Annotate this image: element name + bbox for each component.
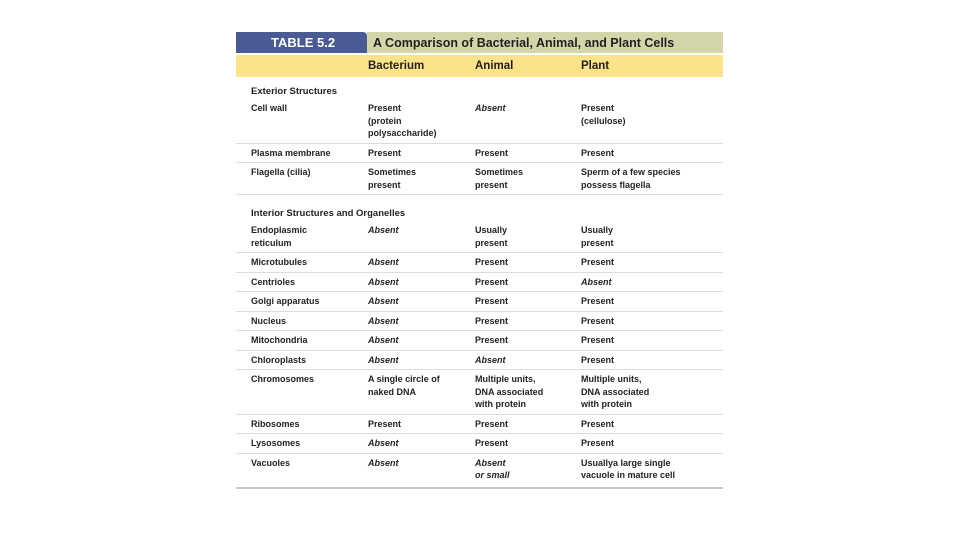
table-row — [236, 312, 723, 332]
animal-cell: Present — [475, 257, 509, 267]
table-caption: A Comparison of Bacterial, Animal, and Plant Cells — [367, 32, 723, 53]
bacterium-cell: Absent — [368, 257, 399, 267]
bacterium-cell: Absent — [368, 457, 399, 468]
table-row — [236, 434, 723, 454]
plant-cell: Present — [581, 354, 615, 365]
table-row — [236, 292, 723, 312]
structure-cell: Vacuoles — [251, 457, 291, 468]
animal-cell: Usually present — [475, 225, 508, 248]
table-row — [236, 331, 723, 351]
bottom-rule — [236, 487, 723, 489]
table-row — [236, 415, 723, 435]
animal-cell: Present — [475, 147, 509, 158]
table-row — [236, 351, 723, 371]
bacterium-cell: Absent — [368, 354, 399, 365]
structure-cell: Cell wall — [251, 103, 288, 113]
structure-cell: Endoplasmic reticulum — [251, 225, 308, 248]
structure-cell: Centrioles — [251, 276, 296, 287]
structure-cell: Flagella (cilia) — [251, 167, 311, 177]
structure-cell: Chromosomes — [251, 374, 315, 384]
plant-cell: Present — [581, 335, 615, 345]
bacterium-cell: Sometimes present — [368, 167, 417, 190]
animal-cell: Present — [475, 276, 509, 287]
structure-cell: Golgi apparatus — [251, 296, 320, 306]
structure-cell: Plasma membrane — [251, 147, 331, 158]
bacterium-cell: Present — [368, 147, 402, 158]
plant-cell: Absent — [581, 276, 612, 287]
comparison-table — [236, 32, 723, 489]
animal-cell: Absent — [475, 103, 506, 113]
structure-cell: Mitochondria — [251, 335, 308, 345]
animal-cell: Present — [475, 335, 509, 345]
table-row — [236, 99, 723, 144]
plant-cell: Present — [581, 438, 615, 448]
table-row — [236, 163, 723, 195]
animal-cell: Sometimes present — [475, 167, 524, 190]
animal-cell: Present — [475, 418, 509, 429]
animal-cell: Present — [475, 296, 509, 306]
plant-cell: Sperm of a few species possess flagella — [581, 167, 681, 190]
animal-cell: Absent or small — [475, 457, 510, 480]
plant-cell: Multiple units, DNA associated with protein — [581, 374, 650, 409]
table-row — [236, 454, 723, 485]
bacterium-cell: Absent — [368, 276, 399, 287]
plant-cell: Present — [581, 257, 615, 267]
table-number: TABLE 5.2 — [236, 32, 367, 53]
table-body — [236, 77, 723, 485]
plant-cell: Present (cellulose) — [581, 103, 626, 126]
column-header-row — [236, 55, 723, 77]
section-heading: Interior Structures and Organelles — [251, 208, 406, 219]
table-row — [236, 144, 723, 164]
bacterium-cell: Absent — [368, 296, 399, 306]
bacterium-cell: Present — [368, 418, 402, 429]
animal-cell: Present — [475, 315, 509, 326]
structure-cell: Chloroplasts — [251, 354, 307, 365]
bacterium-cell: Absent — [368, 315, 399, 326]
bacterium-cell: Absent — [368, 335, 399, 345]
column-header-bacterium: Bacterium — [368, 60, 425, 72]
animal-cell: Multiple units, DNA associated with protein — [475, 374, 544, 409]
table-row — [236, 273, 723, 293]
bacterium-cell: Present (protein polysaccharide) — [368, 103, 437, 138]
plant-cell: Present — [581, 418, 615, 429]
bacterium-cell: Absent — [368, 438, 399, 448]
structure-cell: Nucleus — [251, 315, 287, 326]
animal-cell: Present — [475, 438, 509, 448]
column-header-plant: Plant — [581, 60, 610, 72]
table-row — [236, 221, 723, 253]
table-title-bar — [236, 32, 723, 53]
section-heading: Exterior Structures — [251, 86, 338, 97]
structure-cell: Ribosomes — [251, 418, 300, 429]
column-header-animal: Animal — [475, 60, 514, 72]
plant-cell: Present — [581, 296, 615, 306]
plant-cell: Usually present — [581, 225, 614, 248]
bacterium-cell: A single circle of naked DNA — [368, 374, 440, 397]
animal-cell: Absent — [475, 354, 506, 365]
plant-cell: Usuallya large single vacuole in mature cell — [581, 457, 676, 480]
table-row — [236, 370, 723, 415]
table-row — [236, 253, 723, 273]
plant-cell: Present — [581, 315, 615, 326]
column-header-structure — [236, 55, 368, 77]
structure-cell: Microtubules — [251, 257, 308, 267]
structure-cell: Lysosomes — [251, 438, 301, 448]
bacterium-cell: Absent — [368, 225, 399, 235]
plant-cell: Present — [581, 147, 615, 158]
